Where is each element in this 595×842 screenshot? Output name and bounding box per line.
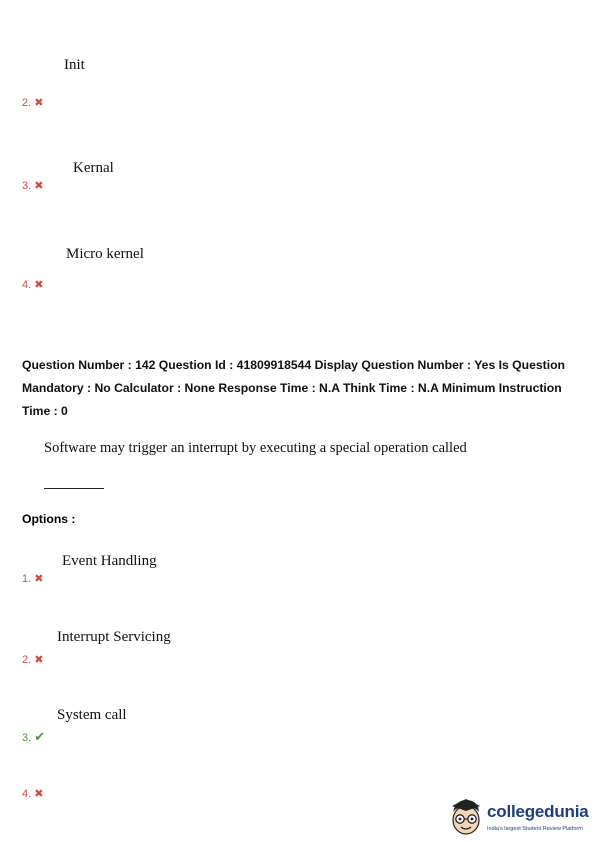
cross-icon: ✖ (34, 573, 44, 585)
prev-option-2-text: Kernal (73, 160, 114, 176)
options-label: Options : (22, 512, 76, 526)
prev-option-4-number (22, 278, 43, 291)
option-3-number (22, 729, 45, 745)
brand-name: collegedunia (487, 802, 589, 821)
option-number: 2. (22, 654, 32, 666)
answer-blank (44, 488, 104, 489)
prev-option-1-text: Init (64, 57, 85, 73)
option-3-text: System call (57, 707, 127, 723)
option-number: 1. (22, 573, 32, 585)
question-text: Software may trigger an interrupt by executing a special operation called (44, 440, 467, 456)
option-2-text: Interrupt Servicing (57, 629, 171, 645)
option-2-number (22, 653, 43, 666)
brand-tagline: India's largest Student Review Platform (487, 826, 583, 832)
option-number: 2. (22, 97, 32, 109)
cross-icon: ✖ (34, 180, 44, 192)
option-number: 4. (22, 279, 32, 291)
cross-icon: ✖ (34, 654, 44, 666)
question-meta: Question Number : 142 Question Id : 41809918544 Display Question Number : Yes Is Question Mandatory : No Calculator : None Response Time : N.A Think Time : N.A Minimum Instruction Time : 0 (22, 358, 565, 418)
cross-icon: ✖ (34, 788, 44, 800)
option-number: 3. (22, 732, 32, 744)
cross-icon: ✖ (34, 279, 44, 291)
cross-icon: ✖ (34, 97, 44, 109)
prev-option-3-text: Micro kernel (66, 246, 144, 262)
option-1-text: Event Handling (62, 553, 157, 569)
option-number: 4. (22, 788, 32, 800)
option-4-number (22, 787, 43, 800)
collegedunia-mascot-icon (448, 796, 484, 838)
option-number: 3. (22, 180, 32, 192)
check-icon: ✔ (34, 729, 46, 744)
prev-option-2-number (22, 96, 43, 109)
prev-option-3-number (22, 179, 43, 192)
option-1-number (22, 572, 43, 585)
